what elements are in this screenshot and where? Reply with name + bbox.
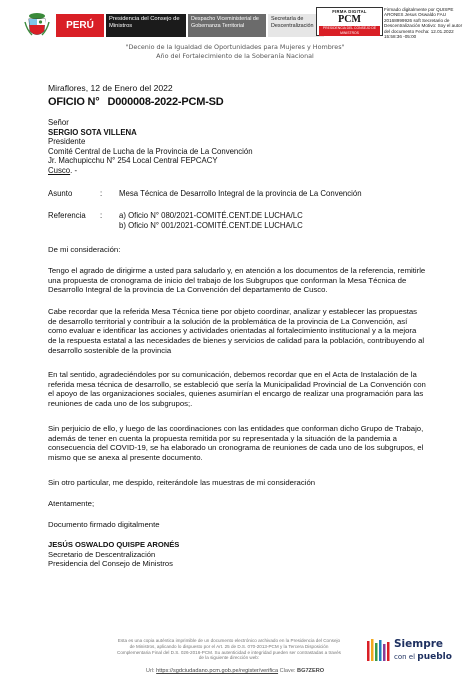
recipient-city: Cusco [48, 165, 71, 175]
recipient-address: Jr. Machupicchu N° 254 Local Central FEPCACY [48, 156, 218, 166]
referencia-item-a: a) Oficio N° 080/2021-COMITÉ.CENT.DE LUCHA/LC [119, 211, 303, 220]
recipient-block [48, 118, 253, 176]
key-label: Clave: [279, 668, 296, 674]
asunto-value: Mesa Técnica de Desarrollo Integral de la provincia de La Convención [119, 189, 362, 198]
signer-org: Presidencia del Consejo de Ministros [48, 559, 173, 569]
url-label: Url: [145, 668, 155, 674]
salutation-title: Señor [48, 118, 69, 127]
asunto-label: Asunto [48, 189, 73, 198]
signed-note: Documento firmado digitalmente [48, 520, 160, 529]
brand-line-1: Siempre [394, 638, 444, 650]
recipient-role: Presidente [48, 137, 86, 147]
brand-line-2b: pueblo [417, 652, 452, 662]
recipient-city-line [48, 166, 253, 176]
paragraph: Cabe recordar que la referida Mesa Técnica tiene por objeto coordinar, analizar y establecer las propuestas de desarrollo territorial y contribuir a la solución de la problemática de la provincia de La Convención, así como evaluar e identificar las acciones y actividades orientadas al fortalecimiento institucional y a la mejora de la respuesta estatal a las necesidades de bienes y servicios de calidad para la población, contribuyendo al desarrollo sostenible de la provincia [48, 307, 425, 355]
peru-brand-block: PERÚ [56, 14, 104, 37]
referencia-item-b: b) Oficio N° 001/2021-COMITÉ.CENT.DE LUCHA/LC [119, 220, 303, 230]
verification-key: BG7ZERO [297, 668, 325, 674]
seal-bottom-label: PRESIDENCIA DEL CONSEJO DE MINISTROS [319, 26, 380, 36]
viceministry-block: Despacho Viceministerial de Gobernanza Territorial [188, 14, 266, 37]
recipient-org: Comité Central de Lucha de la Provincia de La Convención [48, 146, 253, 156]
digital-signature-text: Firmado digitalmente por QUISPE ARONES Jesus Oswaldo FAU 20168999926 soft Secretario de Descentralización Motivo: Soy el autor del documento Fecha: 12.01.2022 15:58:36 -05:00 [384, 7, 463, 40]
recipient-city-suffix: . - [70, 165, 78, 175]
oficio-number: D000008-2022-PCM-SD [107, 96, 224, 108]
pcm-block: Presidencia del Consejo de Ministros [106, 14, 186, 37]
seal-title: FIRMA DIGITAL [332, 9, 367, 14]
paragraph: Tengo el agrado de dirigirme a usted para saludarlo y, en atención a los documentos de la referencia, remitirle una propuesta de cronograma de inicio del trabajo de los Subgrupos que conforman la Mesa Técnica de Desarrollo Integral de la provincia de La Convención del departamento de Cusco. [48, 266, 426, 295]
oficio-heading [48, 97, 224, 107]
digital-signature-seal [316, 7, 383, 36]
brand-line-2 [394, 652, 452, 662]
secretariat-block: Secretaría de Descentralización [268, 14, 324, 37]
referencia-values [119, 211, 303, 230]
paragraph: Sin perjuicio de ello, y luego de las coordinaciones con las entidades que conforman dicho Grupo de Trabajo, además de tener en cuenta la propuesta remitida por su representada y la situación de la pandemia a consecuencia del COVID-19, se ha elaborado un cronograma de reuniones de cada uno de los subgrupos, el mismo que se anexa al presente documento. [48, 424, 424, 463]
letter-date: Miraflores, 12 de Enero del 2022 [48, 83, 173, 93]
paragraph: En tal sentido, agradeciéndoles por su comunicación, debemos recordar que en el Acta de Instalación de la referida mesa técnica de desarrollo, se estableció que sería la Municipalidad Provincial de La Convención con el apoyo de las organizaciones sociales, quienes asumirían el encargo de realizar una programación para las reuniones de cada uno de los subgrupos;. [48, 370, 426, 409]
greeting: De mi consideración: [48, 245, 121, 254]
asunto-colon: : [100, 189, 103, 198]
verification-line [115, 668, 355, 674]
recipient-name: SERGIO SOTA VILLENA [48, 127, 137, 137]
brand-line-2a: con el [394, 653, 416, 661]
authenticity-note: Esta es una copia auténtica imprimible de un documento electrónico archivado en la Presidencia del Consejo de Ministros, aplicando lo dispuesto por el Art. 25 de D.S. 070-2013-PCM y la Tercera Disposición Complementaria Final del D.S. 026-2016-PCM. Su autenticidad e integridad pueden ser contrastadas a través de la siguiente dirección web: [117, 638, 341, 661]
referencia-colon: : [100, 211, 103, 220]
year-motto: Año del Fortalecimiento de la Soberanía Nacional [156, 52, 314, 60]
signer-block [48, 540, 179, 569]
pcm-seal-icon: PCM [338, 14, 361, 25]
referencia-label: Referencia [48, 211, 86, 220]
oficio-label: OFICIO N° [48, 96, 100, 108]
peru-coat-of-arms-icon [22, 10, 52, 40]
signer-role: Secretario de Descentralización [48, 549, 156, 559]
siempre-con-el-pueblo-bars-icon [366, 637, 392, 663]
decade-motto: "Decenio de la Igualdad de Oportunidades para Mujeres y Hombres" [125, 43, 345, 51]
closing: Atentamente; [48, 499, 95, 508]
paragraph: Sin otro particular, me despido, reiterándole las muestras de mi consideración [48, 478, 316, 487]
signer-name: JESÚS OSWALDO QUISPE ARONÉS [48, 540, 180, 549]
siempre-con-el-pueblo-logo [366, 633, 456, 669]
verification-url-link[interactable]: https://sgdciudadano.pcm.gob.pe/register/verifica [156, 668, 279, 674]
